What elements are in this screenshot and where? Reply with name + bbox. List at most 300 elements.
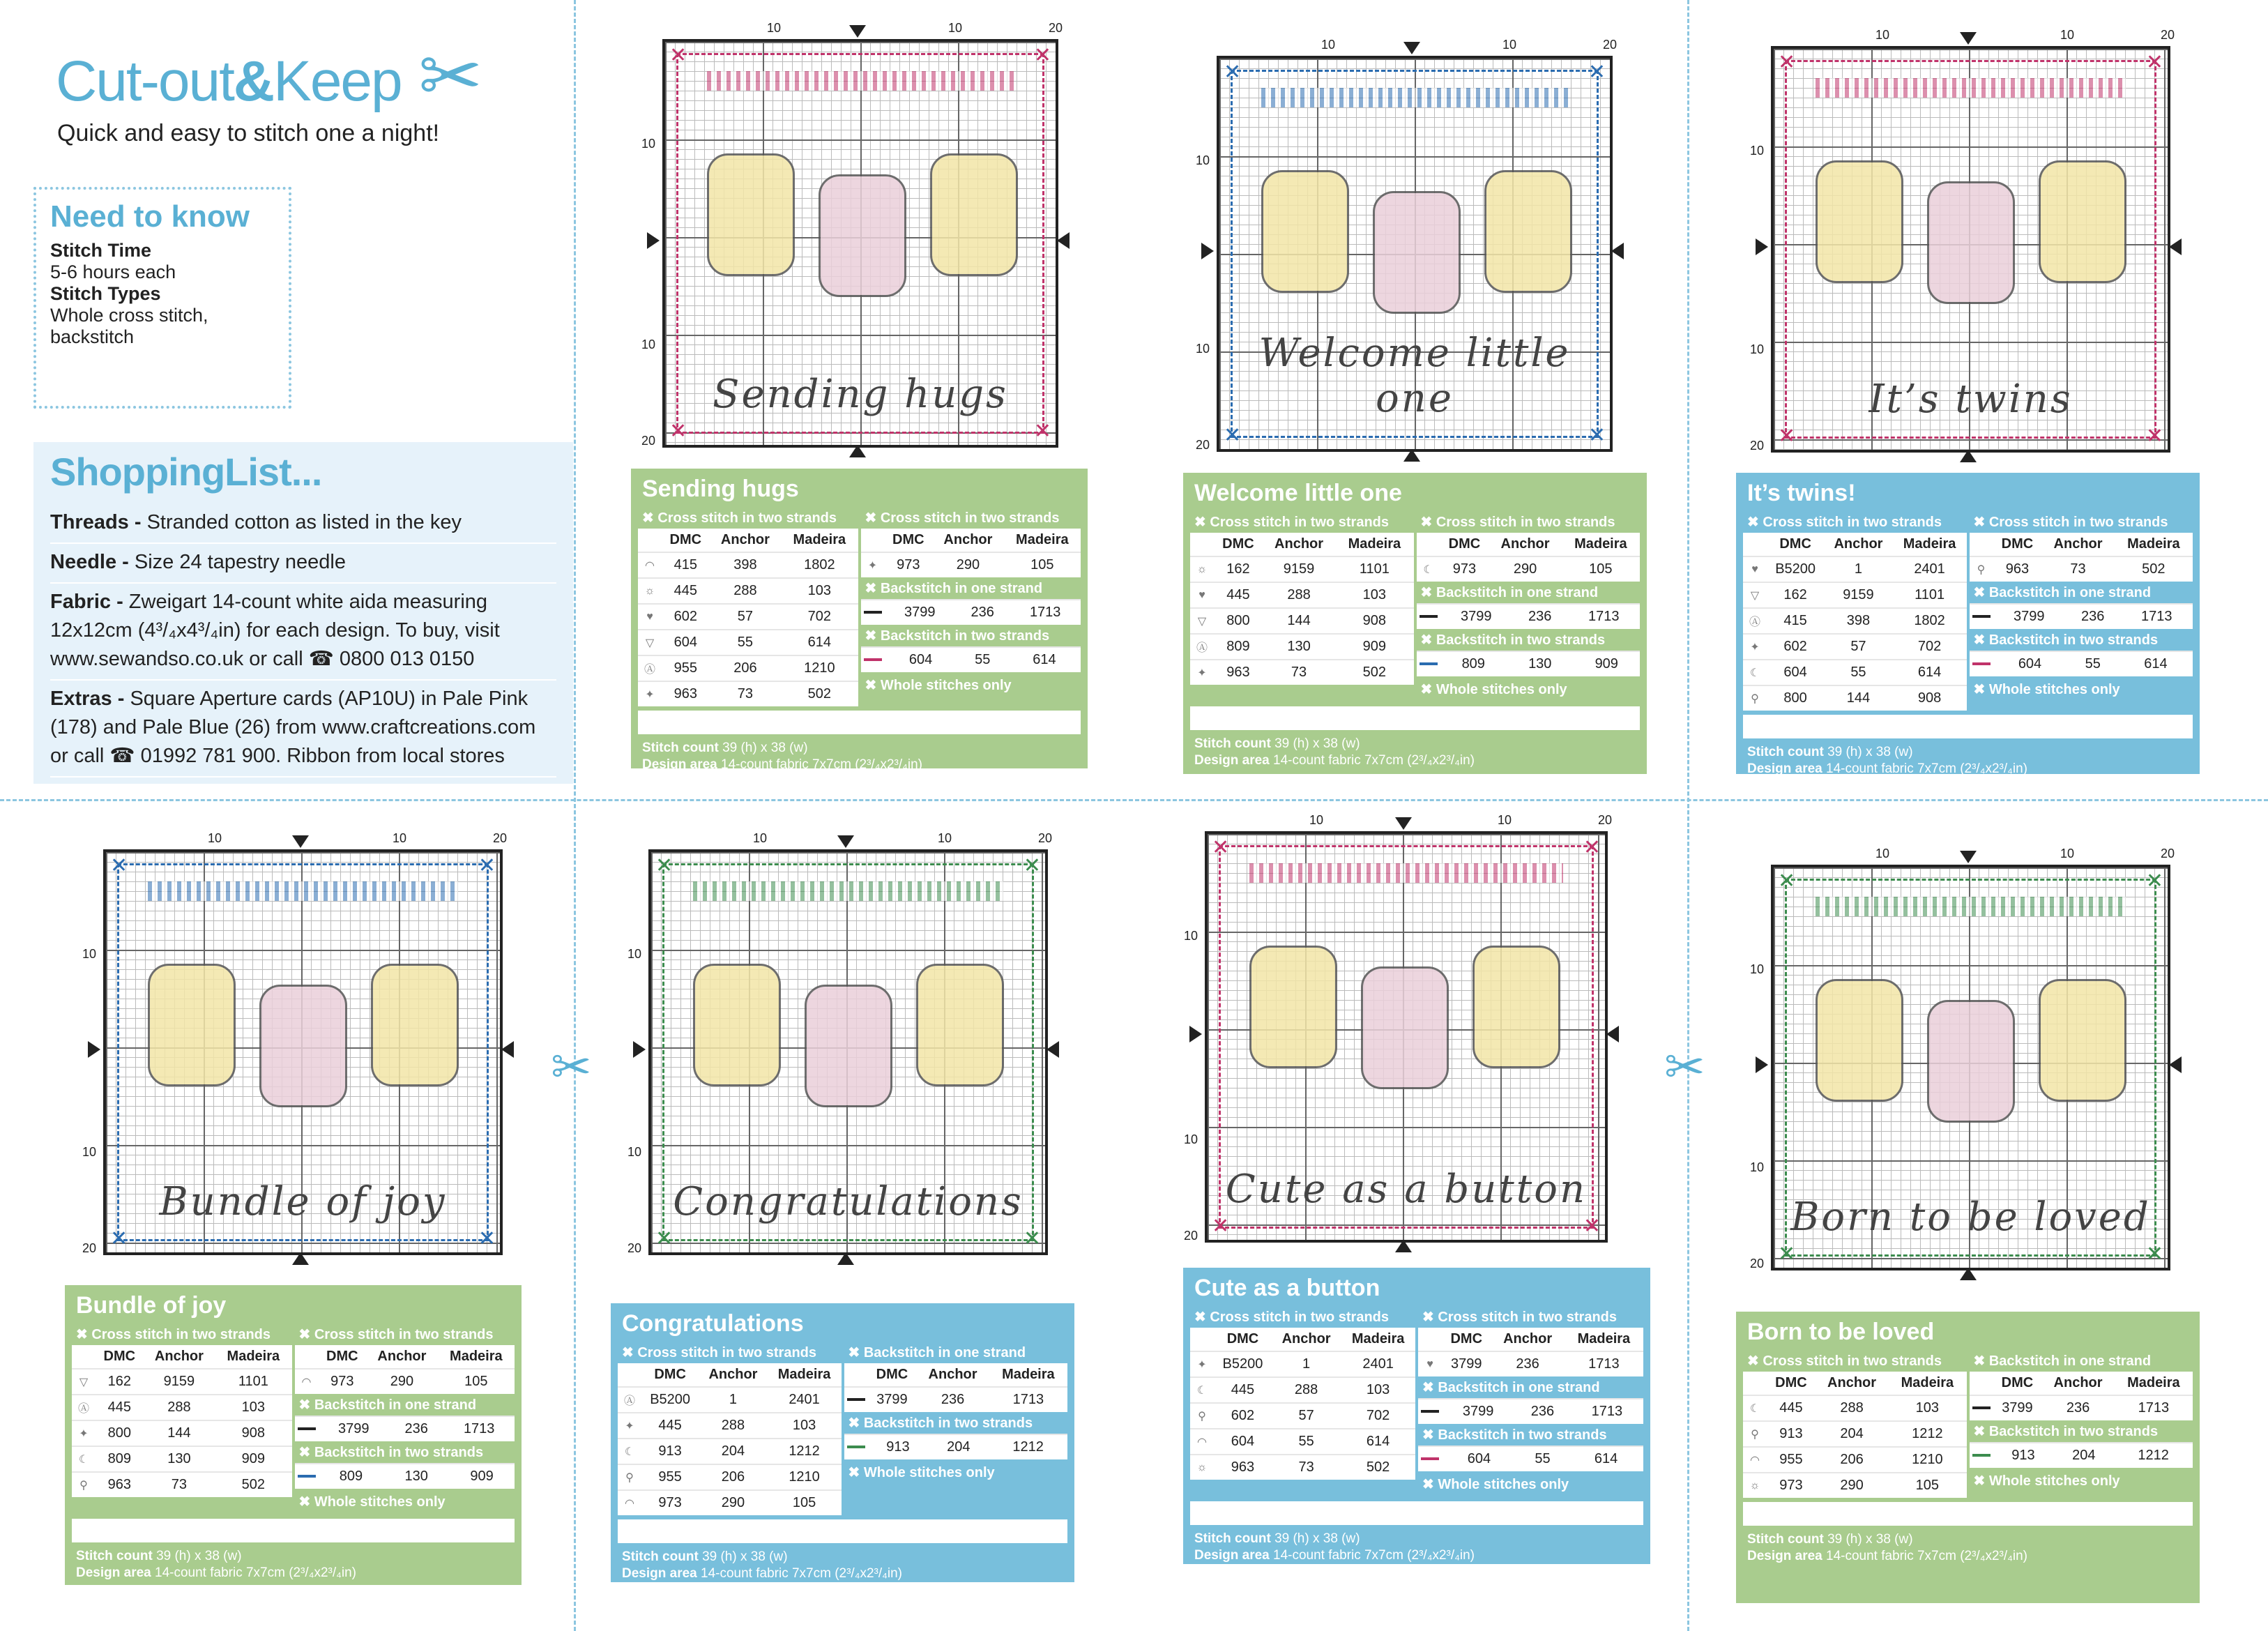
chart-ribbon-band	[707, 71, 1014, 91]
design-name: Sending hugs	[642, 476, 799, 502]
corner-cross-icon: ✕	[1033, 420, 1051, 443]
thread-key-table	[861, 599, 1081, 625]
table-row	[1190, 1351, 1415, 1377]
table-cell: 908	[1335, 608, 1413, 634]
key-footer	[642, 740, 1076, 773]
shopping-item-text: Size 24 tapestry needle	[128, 551, 346, 573]
table-cell: 1713	[2115, 1395, 2193, 1420]
table-cell: 502	[781, 681, 858, 706]
table-cell: 236	[1491, 1351, 1564, 1376]
stitch-symbol-icon: ☾	[618, 1439, 641, 1464]
chart-stitched-text: It’s twins	[1869, 377, 2073, 422]
chart-tick-label: 20	[641, 434, 656, 448]
column-header: Anchor	[2053, 1375, 2103, 1390]
stitch-symbol-icon: Ⓐ	[72, 1395, 96, 1420]
thread-key-table	[861, 646, 1081, 672]
thread-key-table	[1417, 533, 1641, 582]
table-cell: 702	[1893, 634, 1967, 660]
stitch-symbol-icon: ☾	[72, 1446, 96, 1472]
table-row	[861, 600, 1081, 625]
column-header: Anchor	[154, 1349, 204, 1364]
stitch-symbol-icon: Ⓐ	[618, 1387, 641, 1413]
table-cell: 73	[144, 1472, 215, 1497]
table-row	[618, 1464, 842, 1490]
table-cell: 288	[144, 1395, 215, 1420]
table-cell: 55	[2067, 651, 2119, 676]
thread-key-table	[295, 1463, 515, 1489]
table-cell: 103	[768, 1413, 842, 1439]
table-cell: 73	[1263, 660, 1335, 685]
table-cell: 800	[96, 1420, 144, 1446]
key-section-heading: ✖ Cross stitch in two strands	[1194, 1310, 1390, 1325]
thread-key-table	[1418, 1446, 1643, 1471]
chart-motif	[930, 153, 1018, 276]
table-cell: 105	[1562, 556, 1640, 582]
table-cell: 73	[2041, 556, 2114, 582]
stitch-symbol-icon: ☼	[1190, 1455, 1214, 1480]
corner-cross-icon: ✕	[110, 1227, 128, 1250]
backstitch-line-icon	[861, 647, 885, 672]
table-row	[861, 552, 1081, 577]
centre-marker-icon	[837, 835, 854, 848]
thread-key-table	[1970, 533, 2193, 582]
centre-marker-icon	[1403, 42, 1420, 54]
shopping-item-text: Zweigart 14-count white aida measuring 12x12cm (4³/₄x4³/₄in) for each design. To buy, visit www.sewandso.co.uk or call ☎ 0800 013 0150	[50, 591, 500, 670]
table-row	[72, 1472, 292, 1497]
stitch-symbol-icon: ✦	[1190, 660, 1214, 685]
backstitch-line-icon	[844, 1387, 868, 1412]
key-section-heading: ✖ Cross stitch in two strands	[298, 1327, 494, 1342]
key-columns	[1743, 1350, 2193, 1498]
column-header: DMC	[326, 1349, 358, 1364]
table-cell: 144	[1824, 685, 1892, 711]
thread-key-table	[1743, 1372, 1967, 1498]
table-row	[638, 604, 858, 630]
table-cell: 502	[1341, 1455, 1415, 1480]
stitch-symbol-icon: ✦	[1190, 1351, 1214, 1377]
table-row	[295, 1416, 515, 1441]
table-row	[1743, 685, 1967, 711]
table-cell: 502	[1335, 660, 1413, 685]
key-section-heading: ✖ Backstitch in one strand	[1973, 585, 2152, 600]
table-cell: 963	[1214, 1455, 1272, 1480]
design-area-label: Design area	[1747, 1549, 1822, 1563]
design-name: Congratulations	[622, 1310, 804, 1337]
chart-tick-label: 10	[208, 831, 222, 845]
column-header: DMC	[1448, 536, 1481, 552]
thread-key-table	[1417, 603, 1641, 629]
key-columns	[1190, 511, 1640, 702]
centre-marker-icon	[2169, 1056, 2182, 1073]
corner-cross-icon: ✕	[1224, 61, 1242, 84]
table-cell: 1713	[443, 1416, 515, 1441]
centre-marker-icon	[292, 1252, 309, 1265]
thread-key-table	[638, 529, 858, 706]
table-cell: 909	[449, 1464, 515, 1489]
column-header: Anchor	[720, 532, 770, 547]
column-header: Anchor	[708, 1367, 758, 1382]
table-cell: 206	[699, 1464, 767, 1490]
symbol-column-header	[638, 529, 662, 552]
table-cell: 909	[1574, 651, 1641, 676]
key-section-heading: ✖ Backstitch in one strand	[848, 1345, 1026, 1360]
key-section-heading: ✖ Whole stitches only	[1973, 682, 2120, 697]
table-cell: 415	[1767, 608, 1824, 634]
table-cell: 604	[1993, 651, 2067, 676]
table-row	[1970, 1443, 2193, 1468]
table-cell: 445	[1214, 582, 1263, 608]
stitch-symbol-icon: ▽	[72, 1369, 96, 1395]
column-header: DMC	[2001, 1375, 2034, 1390]
stitch-symbol-icon: ☼	[1190, 556, 1214, 582]
corner-cross-icon: ✕	[1033, 44, 1051, 67]
shopping-list-item	[50, 681, 556, 777]
column-header: Madeira	[1577, 1331, 1631, 1346]
table-cell: 398	[1824, 608, 1892, 634]
stitch-symbol-icon: ⚲	[1743, 1421, 1767, 1447]
chart-tick-label: 10	[627, 1145, 642, 1159]
chart-motif	[819, 174, 906, 297]
thread-key-table	[618, 1363, 842, 1515]
table-row	[1743, 1447, 1967, 1473]
stitch-symbol-icon: ◠	[1190, 1429, 1214, 1455]
shopping-item-text: Stranded cotton as listed in the key	[141, 511, 462, 533]
backstitch-line-icon	[1972, 1454, 1991, 1457]
thread-key-table	[1743, 533, 1967, 711]
key-column-right	[295, 1323, 515, 1515]
table-row	[1743, 608, 1967, 634]
table-cell: 445	[1214, 1377, 1272, 1403]
thread-key-panel	[631, 469, 1088, 772]
table-cell: 963	[1214, 660, 1263, 685]
key-spacer	[72, 1519, 515, 1542]
table-cell: 1713	[1565, 1351, 1643, 1376]
table-cell: 973	[641, 1490, 699, 1515]
stitch-count-label: Stitch count	[1194, 736, 1271, 751]
centre-marker-icon	[1403, 449, 1420, 462]
chart-motif	[1249, 946, 1337, 1068]
key-section-heading: ✖ Cross stitch in two strands	[76, 1327, 271, 1342]
table-cell: 614	[1008, 647, 1081, 672]
column-header: DMC	[654, 1367, 686, 1382]
column-header: Anchor	[1500, 536, 1550, 552]
column-header: DMC	[876, 1367, 908, 1382]
centre-marker-icon	[647, 232, 660, 249]
table-cell: 398	[710, 552, 782, 578]
table-row	[1190, 1377, 1415, 1403]
table-cell: 602	[1767, 634, 1824, 660]
thread-key-panel	[611, 1303, 1074, 1582]
table-row	[638, 681, 858, 706]
design-area-value: 14-count fabric 7x7cm (2³/₄x2³/₄in)	[1273, 753, 1475, 768]
column-header: Anchor	[943, 532, 993, 547]
symbol-column-header	[72, 1345, 96, 1369]
table-cell: 502	[215, 1472, 291, 1497]
table-cell: 103	[1335, 582, 1413, 608]
chart-stitched-text: Welcome little one	[1258, 331, 1571, 421]
corner-cross-icon: ✕	[1212, 836, 1230, 859]
table-row	[1190, 634, 1414, 660]
table-row	[1190, 1455, 1415, 1480]
stitch-symbol-icon: ◠	[638, 552, 662, 578]
backstitch-line-icon	[1970, 604, 1993, 629]
chart-motif	[1816, 979, 1903, 1102]
chart-ribbon-band	[148, 881, 458, 901]
centre-marker-icon	[1756, 238, 1768, 255]
key-section-heading: ✖ Cross stitch in two strands	[622, 1345, 817, 1360]
column-header: Madeira	[1901, 1375, 1954, 1390]
chart-motif	[707, 153, 795, 276]
key-section-heading: ✖ Backstitch in one strand	[298, 1397, 477, 1413]
cut-line-vertical-2	[1687, 0, 1689, 1631]
table-row	[1418, 1446, 1643, 1471]
stitch-symbol-icon: Ⓐ	[1190, 634, 1214, 660]
table-row	[1970, 556, 2193, 582]
table-cell: 236	[1514, 1399, 1570, 1424]
chart-motif	[148, 964, 236, 1086]
thread-key-table	[1417, 651, 1641, 676]
stitch-symbol-icon: ▽	[638, 630, 662, 655]
table-cell: 55	[1824, 660, 1892, 685]
symbol-column-header	[1417, 533, 1440, 556]
key-section-heading: ✖ Backstitch in two strands	[1973, 1424, 2159, 1439]
table-cell: B5200	[1214, 1351, 1272, 1377]
table-cell: 604	[1214, 1429, 1272, 1455]
corner-cross-icon: ✕	[1583, 1215, 1601, 1238]
centre-marker-icon	[849, 25, 866, 38]
backstitch-line-icon	[1418, 1446, 1442, 1471]
corner-cross-icon: ✕	[1778, 870, 1796, 893]
backstitch-line-icon	[1970, 651, 1993, 676]
column-header: DMC	[1775, 1375, 1807, 1390]
table-cell: 130	[144, 1446, 215, 1472]
scissors-icon: ✂	[1664, 1040, 1705, 1094]
table-cell: 1	[1272, 1351, 1341, 1377]
backstitch-line-icon	[864, 658, 882, 661]
need-to-know-heading: Need to know	[50, 199, 250, 234]
centre-marker-icon	[2169, 238, 2182, 255]
thread-key-panel	[1183, 473, 1647, 774]
table-cell: 502	[2115, 556, 2193, 582]
chart-tick-label: 20	[1750, 1257, 1765, 1270]
table-cell: 162	[1214, 556, 1263, 582]
table-cell: 204	[928, 1434, 989, 1459]
table-cell: 1101	[1335, 556, 1413, 582]
chart-tick-label: 10	[82, 947, 97, 961]
design-area-value: 14-count fabric 7x7cm (2³/₄x2³/₄in)	[155, 1565, 357, 1580]
column-header: Madeira	[1903, 536, 1956, 552]
column-header: Madeira	[1351, 1331, 1405, 1346]
backstitch-line-icon	[298, 1427, 316, 1430]
scissors-icon: ✂	[551, 1040, 592, 1094]
stitch-symbol-icon: ⚲	[618, 1464, 641, 1490]
table-cell: 1802	[781, 552, 858, 578]
table-row	[1190, 608, 1414, 634]
table-cell: 908	[215, 1420, 291, 1446]
chart-tick-label: 20	[2161, 28, 2175, 42]
table-cell: 1713	[1568, 604, 1640, 629]
chart-motif	[1472, 946, 1560, 1068]
key-spacer	[638, 711, 1081, 734]
key-columns	[1743, 511, 2193, 711]
chart-motif	[805, 985, 892, 1107]
table-cell: 206	[710, 655, 782, 681]
column-header: DMC	[1226, 1331, 1259, 1346]
table-row	[618, 1439, 842, 1464]
design-area-label: Design area	[1194, 753, 1270, 768]
table-cell: 9159	[1824, 582, 1892, 608]
key-column-left	[1190, 1306, 1415, 1497]
backstitch-line-icon	[1972, 662, 1991, 665]
chart-tick-label: 10	[1750, 342, 1765, 356]
table-cell: 973	[885, 552, 933, 577]
stitch-count-value: 39 (h) x 38 (w)	[1274, 736, 1360, 751]
chart-tick-label: 10	[1184, 929, 1198, 943]
table-cell: 2401	[1341, 1351, 1415, 1377]
thread-key-panel	[1736, 1312, 2200, 1603]
table-row	[1743, 1395, 1967, 1421]
column-header: DMC	[1779, 536, 1811, 552]
chart-tick-label: 10	[1498, 813, 1512, 827]
table-cell: 204	[1816, 1421, 1888, 1447]
corner-cross-icon: ✕	[655, 854, 673, 877]
chart-tick-label: 10	[1502, 38, 1517, 52]
shopping-item-text: Square Aperture cards (AP10U) in Pale Pink (178) and Pale Blue (26) from www.craftcreations.com or call ☎ 01992 781 900. Ribbon from local stores	[50, 688, 536, 767]
column-header: Madeira	[227, 1349, 280, 1364]
symbol-column-header	[1190, 1328, 1214, 1351]
symbol-column-header	[618, 1363, 641, 1387]
thread-key-table	[1190, 1328, 1415, 1480]
column-header: Madeira	[2127, 1375, 2180, 1390]
table-row	[1743, 1421, 1967, 1447]
table-cell: 702	[1341, 1403, 1415, 1429]
table-cell: 3799	[1442, 1399, 1514, 1424]
centre-marker-icon	[1201, 243, 1214, 259]
table-cell: 913	[641, 1439, 699, 1464]
table-row	[72, 1446, 292, 1472]
design-area-label: Design area	[622, 1566, 697, 1581]
backstitch-line-icon	[864, 611, 882, 614]
column-header: Madeira	[1348, 536, 1401, 552]
thread-key-table	[1970, 1372, 2193, 1420]
table-cell: 1713	[1571, 1399, 1643, 1424]
corner-cross-icon: ✕	[1224, 424, 1242, 447]
table-row	[72, 1369, 292, 1395]
table-cell: 1802	[1893, 608, 1967, 634]
thread-key-table	[1970, 651, 2193, 676]
design-area-value: 14-count fabric 7x7cm (2³/₄x2³/₄in)	[1826, 1549, 2028, 1563]
key-section-heading: ✖ Whole stitches only	[1422, 1477, 1569, 1492]
corner-cross-icon: ✕	[2145, 1243, 2163, 1266]
table-row	[638, 578, 858, 604]
table-cell: 2401	[768, 1387, 842, 1413]
stitch-symbol-icon: ✦	[618, 1413, 641, 1439]
table-cell: 445	[96, 1395, 144, 1420]
column-header: Anchor	[1827, 1375, 1877, 1390]
table-cell: 288	[1816, 1395, 1888, 1421]
table-cell: 3799	[1442, 1351, 1491, 1376]
table-cell: 236	[1512, 604, 1568, 629]
symbol-column-header	[1418, 1328, 1442, 1351]
centre-marker-icon	[1047, 1041, 1059, 1058]
stitch-symbol-icon: ✦	[638, 681, 662, 706]
table-cell: 236	[389, 1416, 443, 1441]
thread-key-table	[72, 1345, 292, 1497]
backstitch-line-icon	[298, 1475, 316, 1478]
table-row	[295, 1464, 515, 1489]
centre-marker-icon	[1611, 243, 1624, 259]
shopping-item-label: Threads -	[50, 511, 142, 533]
key-section-heading: ✖ Backstitch in one strand	[1422, 1380, 1600, 1395]
column-header: Anchor	[1503, 1331, 1553, 1346]
chart-tick-label: 10	[393, 831, 407, 845]
key-columns	[1190, 1306, 1643, 1497]
chart-tick-label: 10	[753, 831, 768, 845]
chart-stitched-text: Bundle of joy	[159, 1179, 447, 1224]
table-cell: 973	[1440, 556, 1489, 582]
corner-cross-icon: ✕	[1023, 1227, 1041, 1250]
chart-tick-label: 20	[1603, 38, 1618, 52]
corner-cross-icon: ✕	[2145, 425, 2163, 448]
key-column-left	[1190, 511, 1414, 702]
key-section-heading: ✖ Whole stitches only	[1973, 1473, 2120, 1489]
symbol-column-header	[1970, 1372, 1993, 1395]
backstitch-line-icon	[1972, 1406, 1991, 1409]
table-cell: 809	[319, 1464, 384, 1489]
table-cell: 144	[144, 1420, 215, 1446]
table-cell: 288	[710, 578, 782, 604]
corner-cross-icon: ✕	[1212, 1215, 1230, 1238]
key-section-heading: ✖ Cross stitch in two strands	[1973, 515, 2168, 530]
chart-tick-label: 10	[2060, 28, 2075, 42]
stitch-time-value: 5-6 hours each	[50, 261, 176, 282]
chart-tick-label: 10	[1196, 153, 1210, 167]
centre-marker-icon	[1606, 1026, 1619, 1042]
key-column-right	[861, 507, 1081, 706]
chart-tick-label: 20	[493, 831, 508, 845]
column-header: DMC	[2001, 536, 2034, 552]
centre-marker-icon	[1189, 1026, 1202, 1042]
chart-tick-label: 10	[948, 21, 963, 35]
chart-ribbon-band	[1261, 88, 1568, 107]
stitch-symbol-icon: ⚲	[1743, 685, 1767, 711]
key-footer	[1747, 1531, 2189, 1565]
table-cell: 963	[662, 681, 710, 706]
centre-marker-icon	[1960, 32, 1977, 45]
table-cell: 809	[1440, 651, 1507, 676]
table-row	[618, 1387, 842, 1413]
column-header: Anchor	[1274, 536, 1324, 552]
need-to-know-box	[33, 187, 291, 409]
chart-tick-label: 20	[2161, 847, 2175, 860]
table-cell: 1101	[215, 1369, 291, 1395]
key-section-heading: ✖ Cross stitch in two strands	[1747, 1353, 1942, 1369]
chart-tick-label: 20	[1598, 813, 1613, 827]
shopping-item-label: Needle -	[50, 551, 129, 573]
chart-tick-label: 10	[627, 947, 642, 961]
stitch-symbol-icon: ☾	[1417, 556, 1440, 582]
table-cell: 909	[215, 1446, 291, 1472]
centre-marker-icon	[1057, 232, 1070, 249]
chart-stitched-text: Sending hugs	[713, 372, 1008, 417]
table-cell: 445	[641, 1413, 699, 1439]
key-footer	[1747, 744, 2189, 777]
table-cell: 130	[1507, 651, 1574, 676]
corner-cross-icon: ✕	[1583, 836, 1601, 859]
backstitch-line-icon	[861, 600, 885, 625]
table-cell: 9159	[144, 1369, 215, 1395]
column-header: Anchor	[928, 1367, 977, 1382]
